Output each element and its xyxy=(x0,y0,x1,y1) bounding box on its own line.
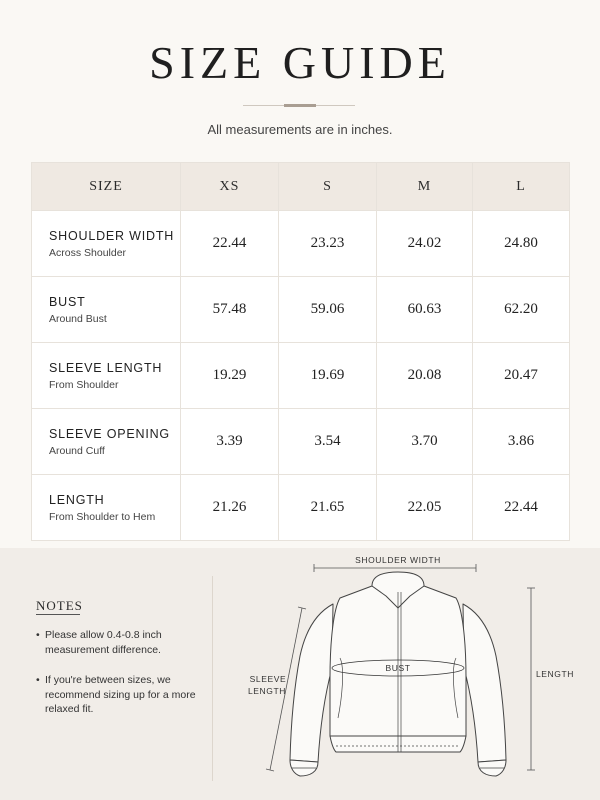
measurement-note: Across Shoulder xyxy=(49,246,127,259)
value-cell: 3.70 xyxy=(377,409,473,475)
value-cell: 24.80 xyxy=(473,211,570,277)
table-row-sleeve-length xyxy=(32,343,570,409)
length-arrow xyxy=(527,588,535,770)
notes-and-diagram-panel xyxy=(0,548,600,800)
notes-heading: NOTES xyxy=(36,598,83,613)
measurement-note: Around Bust xyxy=(49,312,107,325)
value-cell: 62.20 xyxy=(473,277,570,343)
row-label-cell xyxy=(32,409,181,475)
row-label-cell xyxy=(32,343,181,409)
column-header-l: L xyxy=(473,163,570,211)
title-divider-accent xyxy=(284,104,316,107)
sleeve-length-label-line1: SLEEVE xyxy=(249,674,287,684)
table-row-shoulder-width xyxy=(32,211,570,277)
column-header-size: SIZE xyxy=(32,163,181,211)
value-cell: 20.08 xyxy=(377,343,473,409)
sleeve-length-label-line2: LENGTH xyxy=(247,686,287,696)
row-label-cell xyxy=(32,475,181,541)
value-cell: 22.44 xyxy=(473,475,570,541)
table-header-row xyxy=(32,163,570,211)
table-row-bust xyxy=(32,277,570,343)
value-cell: 21.26 xyxy=(181,475,279,541)
jacket-measurement-diagram xyxy=(0,548,600,800)
shoulder-width-arrow xyxy=(314,564,476,572)
note-item: • If you're between sizes, we recommend sizing up for a more relaxed fit. xyxy=(36,673,196,717)
value-cell: 20.47 xyxy=(473,343,570,409)
shoulder-width-label: SHOULDER WIDTH xyxy=(355,555,441,565)
value-cell: 22.05 xyxy=(377,475,473,541)
measurement-name: SLEEVE LENGTH xyxy=(49,360,163,375)
value-cell: 19.29 xyxy=(181,343,279,409)
value-cell: 60.63 xyxy=(377,277,473,343)
row-label-cell xyxy=(32,211,181,277)
bust-label: BUST xyxy=(385,663,411,673)
table-row-length xyxy=(32,475,570,541)
value-cell: 3.86 xyxy=(473,409,570,475)
column-header-xs: XS xyxy=(181,163,279,211)
value-cell: 21.65 xyxy=(279,475,377,541)
value-cell: 57.48 xyxy=(181,277,279,343)
measurement-name: LENGTH xyxy=(49,492,105,507)
page-title: SIZE GUIDE xyxy=(149,37,451,88)
row-label-cell xyxy=(32,277,181,343)
value-cell: 3.39 xyxy=(181,409,279,475)
measurement-name: SLEEVE OPENING xyxy=(49,426,170,441)
measurement-note: From Shoulder to Hem xyxy=(49,510,156,523)
table-row-sleeve-opening xyxy=(32,409,570,475)
measurement-note: From Shoulder xyxy=(49,378,119,391)
value-cell: 19.69 xyxy=(279,343,377,409)
value-cell: 23.23 xyxy=(279,211,377,277)
value-cell: 59.06 xyxy=(279,277,377,343)
measurement-name: BUST xyxy=(49,294,86,309)
length-label: LENGTH xyxy=(535,669,575,679)
column-header-s: S xyxy=(279,163,377,211)
column-header-m: M xyxy=(377,163,473,211)
value-cell: 3.54 xyxy=(279,409,377,475)
value-cell: 24.02 xyxy=(377,211,473,277)
note-item: • Please allow 0.4-0.8 inch measurement difference. xyxy=(36,628,196,657)
measurement-note: Around Cuff xyxy=(49,444,105,457)
measurement-name: SHOULDER WIDTH xyxy=(49,228,175,243)
size-chart-table xyxy=(31,162,570,541)
page-subtitle: All measurements are in inches. xyxy=(207,122,393,137)
value-cell: 22.44 xyxy=(181,211,279,277)
